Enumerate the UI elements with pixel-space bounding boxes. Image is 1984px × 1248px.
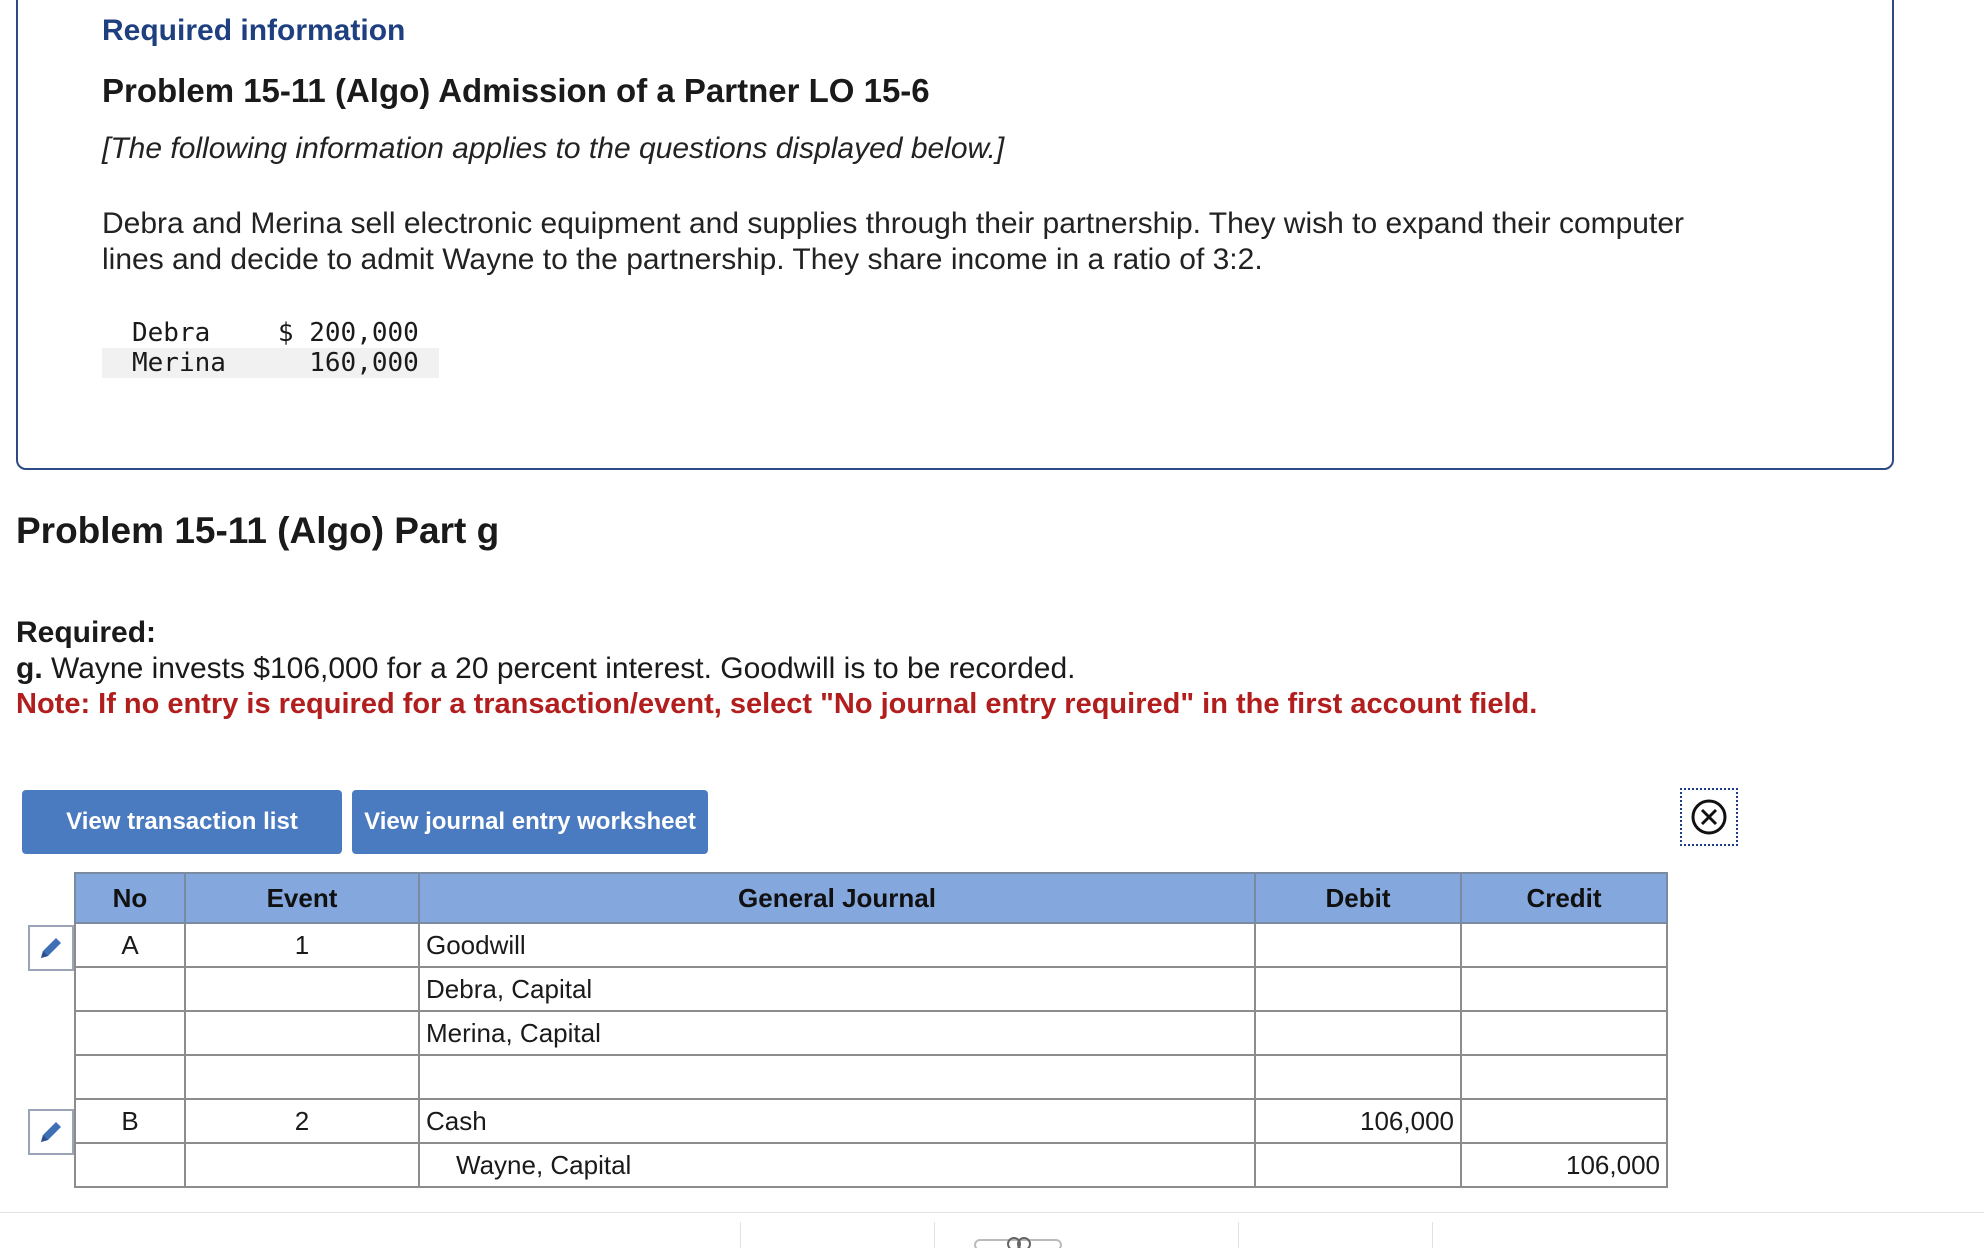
bottom-divider-tick [740,1222,741,1248]
capital-balances-table [102,318,439,378]
credit-amount [1461,1011,1667,1055]
journal-row [75,1099,1667,1143]
partner-name: Debra [132,318,211,348]
description-line: Debra and Merina sell electronic equipment and supplies through their partnership. They wish to expand their computer [102,207,1685,240]
event-number [185,1055,419,1099]
bottom-divider-tick [1238,1222,1239,1248]
part-title: Problem 15-11 (Algo) Part g [16,510,500,551]
journal-header-row [75,873,1667,923]
debit-amount [1255,923,1461,967]
credit-amount [1461,967,1667,1011]
requirement-body: Wayne invests $106,000 for a 20 percent interest. Goodwill is to be recorded. [42,652,1076,685]
close-button[interactable] [1680,788,1738,846]
partner-capital: 160,000 [248,348,439,378]
event-number: 1 [185,923,419,967]
debit-amount [1255,967,1461,1011]
edit-entry-b-button[interactable] [28,1109,74,1155]
header-event: Event [185,873,419,923]
account-name: Goodwill [419,923,1255,967]
required-information-heading: Required information [102,14,406,47]
debit-amount [1255,1011,1461,1055]
journal-row [75,1143,1667,1187]
journal-row [75,923,1667,967]
problem-description [102,206,1802,278]
credit-amount: 106,000 [1461,1143,1667,1187]
header-general-journal: General Journal [419,873,1255,923]
close-circle-icon [1689,797,1729,837]
view-transaction-list-button[interactable]: View transaction list [22,790,342,854]
view-journal-entry-worksheet-button[interactable]: View journal entry worksheet [352,790,708,854]
credit-amount [1461,923,1667,967]
header-credit: Credit [1461,873,1667,923]
account-name: Cash [419,1099,1255,1143]
entry-no: A [75,923,185,967]
bottom-divider [0,1212,1984,1213]
problem-title: Problem 15-11 (Algo) Admission of a Partner LO 15-6 [102,72,930,109]
instruction-note: Note: If no entry is required for a transaction/event, select "No journal entry required" in the first account field. [16,688,1538,720]
event-number [185,1011,419,1055]
entry-no: B [75,1099,185,1143]
pencil-icon [36,933,66,963]
description-line: lines and decide to admit Wayne to the partnership. They share income in a ratio of 3:2. [102,243,1263,276]
journal-row [75,1011,1667,1055]
applies-note: [The following information applies to the questions displayed below.] [102,132,1005,165]
requirement-text [16,652,1075,686]
account-name: Debra, Capital [419,967,1255,1011]
link-icon[interactable] [974,1236,1064,1248]
required-label: Required: [16,616,157,649]
account-name: Wayne, Capital [419,1143,1255,1187]
debit-amount: 106,000 [1255,1099,1461,1143]
requirement-letter: g. [16,652,43,685]
debit-amount [1255,1055,1461,1099]
partner-name: Merina [102,348,248,378]
entry-no [75,1143,185,1187]
capital-row [102,348,439,378]
pencil-icon [36,1117,66,1147]
entry-no [75,967,185,1011]
general-journal-table [74,872,1668,1188]
event-number: 2 [185,1099,419,1143]
bottom-divider-tick [1432,1222,1433,1248]
header-no: No [75,873,185,923]
header-debit: Debit [1255,873,1461,923]
edit-entry-a-button[interactable] [28,925,74,971]
account-name [419,1055,1255,1099]
journal-row [75,1055,1667,1099]
event-number [185,967,419,1011]
partner-capital: $ 200,000 [277,318,419,348]
capital-row [102,318,439,348]
entry-no [75,1011,185,1055]
journal-row [75,967,1667,1011]
account-name: Merina, Capital [419,1011,1255,1055]
event-number [185,1143,419,1187]
bottom-divider-tick [934,1222,935,1248]
entry-no [75,1055,185,1099]
credit-amount [1461,1099,1667,1143]
debit-amount [1255,1143,1461,1187]
credit-amount [1461,1055,1667,1099]
